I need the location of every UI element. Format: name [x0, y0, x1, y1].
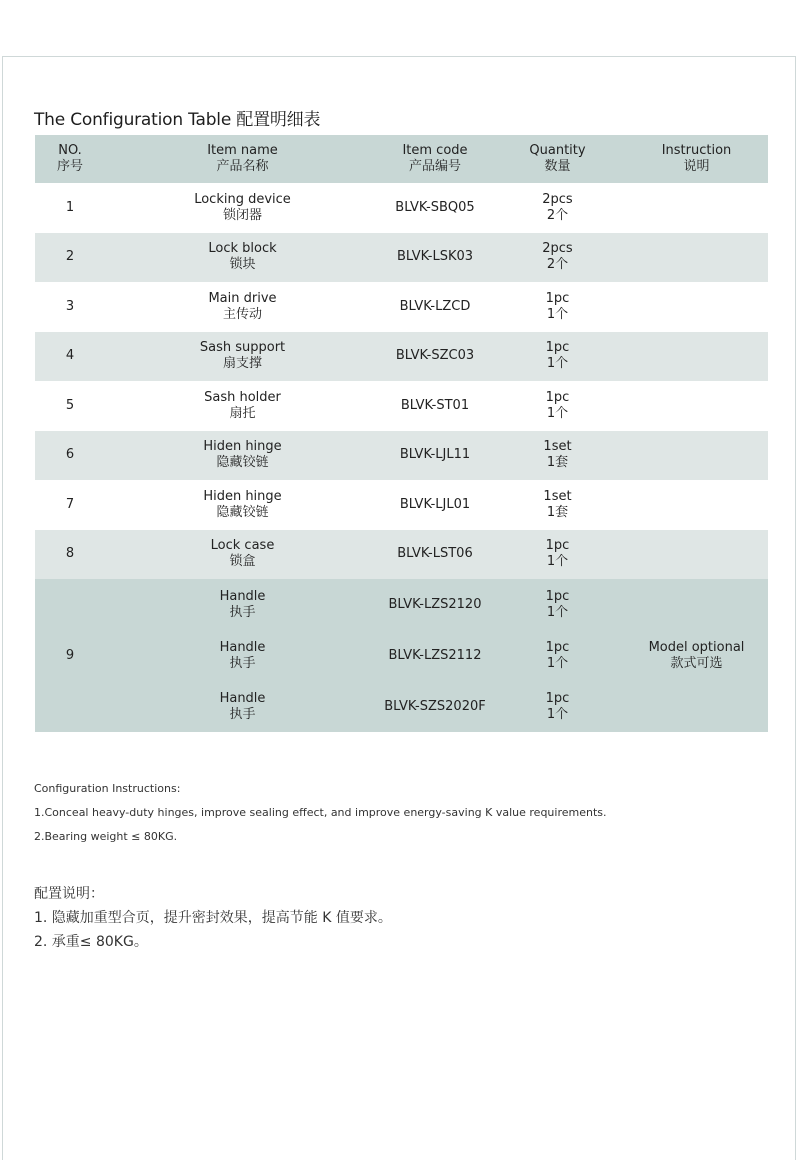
- cell-item-code: BLVK-LZS2112: [380, 630, 490, 681]
- header-item-code: Item code 产品编号: [380, 135, 490, 183]
- cell-no: 3: [65, 298, 75, 314]
- cell-instruction: [625, 183, 768, 233]
- notes-en-line-2: 2.Bearing weight ≤ 80KG.: [34, 830, 178, 843]
- cell-item-code: BLVK-ST01: [400, 397, 470, 413]
- header-item-name: Item name 产品名称: [105, 135, 380, 183]
- configuration-table: [35, 135, 768, 732]
- cell-item-code: BLVK-LZS2120: [380, 579, 490, 630]
- cell-no: 8: [35, 530, 105, 580]
- configuration-notes-en: [34, 782, 607, 854]
- cell-item-name: Sash holder 扇托: [204, 389, 281, 421]
- cell-instruction: [625, 233, 768, 283]
- cell-item-name: Handle 执手: [105, 681, 380, 732]
- notes-cn-line-1: 1. 隐藏加重型合页，提升密封效果，提高节能 K 值要求。: [34, 910, 392, 926]
- cell-quantity: 1pc 1个: [545, 389, 570, 421]
- cell-item-code: BLVK-SBQ05: [395, 199, 475, 215]
- cell-no: 5: [65, 397, 75, 413]
- cell-item-code: BLVK-LST06: [380, 530, 490, 580]
- cell-item-code: BLVK-LZCD: [399, 298, 471, 314]
- cell-item-name: Handle 执手: [105, 630, 380, 681]
- cell-quantity: 1pc 1个: [490, 332, 625, 382]
- cell-no: 1: [65, 199, 75, 215]
- cell-instruction: [625, 431, 768, 481]
- table-row: [35, 282, 768, 332]
- cell-quantity: 1pc 1个: [490, 530, 625, 580]
- cell-instruction: [625, 480, 768, 530]
- cell-item-name: Hiden hinge 隐藏铰链: [105, 431, 380, 481]
- cell-item-code: BLVK-SZS2020F: [380, 681, 490, 732]
- cell-no: 6: [35, 431, 105, 481]
- configuration-notes-cn: [34, 884, 392, 956]
- cell-quantity: 1set 1套: [543, 488, 572, 520]
- cell-instruction: [625, 530, 768, 580]
- cell-quantity: 1pc 1个: [490, 579, 625, 630]
- cell-quantity: 1pc 1个: [490, 681, 625, 732]
- cell-item-code: BLVK-SZC03: [380, 332, 490, 382]
- table-row: [35, 332, 768, 382]
- cell-item-name: Lock block 锁块: [105, 233, 380, 283]
- notes-en-line-1: 1.Conceal heavy-duty hinges, improve sealing effect, and improve energy-saving K value requirements.: [34, 806, 607, 819]
- cell-item-name: Hiden hinge 隐藏铰链: [203, 488, 282, 520]
- cell-quantity: 2pcs 2个: [542, 191, 573, 223]
- cell-quantity: 2pcs 2个: [490, 233, 625, 283]
- header-instruction: Instruction 说明: [625, 135, 768, 183]
- header-no: NO. 序号: [35, 135, 105, 183]
- cell-quantity: 1pc 1个: [545, 290, 570, 322]
- cell-instruction: [625, 381, 768, 431]
- cell-quantity: 1pc 1个: [490, 630, 625, 681]
- table-row: [35, 530, 768, 580]
- cell-item-name: Lock case 锁盒: [105, 530, 380, 580]
- cell-item-name: Main drive 主传动: [208, 290, 277, 322]
- cell-instruction: Model optional 款式可选: [625, 579, 768, 732]
- notes-cn-heading: 配置说明：: [34, 886, 104, 902]
- cell-quantity: 1set 1套: [490, 431, 625, 481]
- table-row: [35, 579, 768, 630]
- table-header-row: [35, 135, 768, 183]
- cell-item-name: Sash support 扇支撑: [105, 332, 380, 382]
- table-row: [35, 381, 768, 431]
- cell-item-name: Handle 执手: [105, 579, 380, 630]
- cell-item-code: BLVK-LJL01: [399, 496, 471, 512]
- cell-no: 7: [65, 496, 75, 512]
- cell-instruction: [625, 332, 768, 382]
- notes-en-heading: Configuration Instructions:: [34, 782, 181, 795]
- table-row: [35, 183, 768, 233]
- table-row: [35, 431, 768, 481]
- table-row: [35, 233, 768, 283]
- cell-item-name: Locking device 锁闭器: [194, 191, 291, 223]
- table-row: [35, 480, 768, 530]
- cell-item-code: BLVK-LSK03: [380, 233, 490, 283]
- cell-item-code: BLVK-LJL11: [380, 431, 490, 481]
- notes-cn-line-2: 2. 承重≤ 80KG。: [34, 934, 148, 950]
- page-title: The Configuration Table 配置明细表: [34, 110, 321, 130]
- cell-no: 4: [35, 332, 105, 382]
- header-quantity: Quantity 数量: [490, 135, 625, 183]
- cell-instruction: [625, 282, 768, 332]
- cell-no: 2: [35, 233, 105, 283]
- cell-no: 9: [35, 579, 105, 732]
